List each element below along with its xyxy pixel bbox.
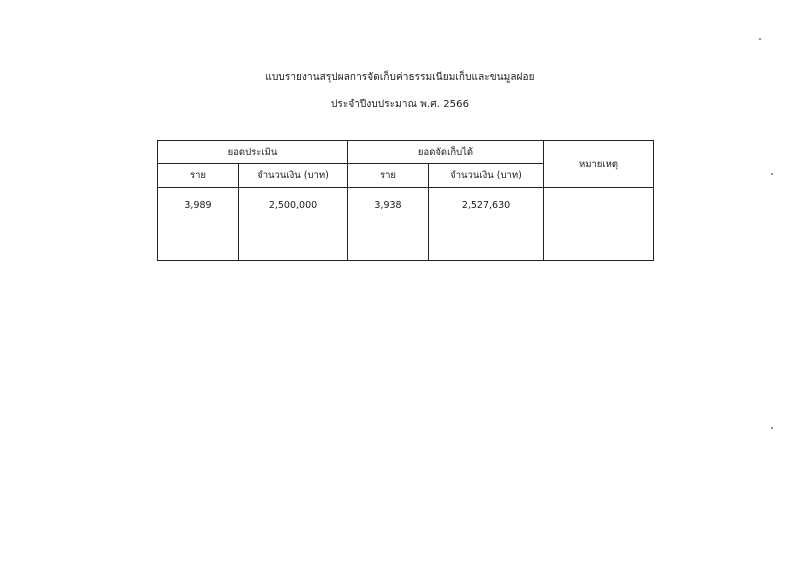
remarks-cell [544,188,654,261]
scan-speck [771,173,773,175]
collected-count-cell: 3,938 [348,188,429,261]
assessed-header: ยอดประเมิน [158,141,348,164]
collected-amount-cell: 2,527,630 [429,188,544,261]
collected-header: ยอดจัดเก็บได้ [348,141,544,164]
assessed-amount-header: จำนวนเงิน (บาท) [239,164,348,188]
document-subtitle: ประจำปีงบประมาณ พ.ศ. 2566 [330,99,470,110]
assessed-amount-cell: 2,500,000 [239,188,348,261]
table-header-row [158,141,654,164]
assessed-count-cell: 3,989 [158,188,239,261]
document-title: แบบรายงานสรุปผลการจัดเก็บค่าธรรมเนียมเก็บและขนมูลฝอย [265,72,535,83]
collected-amount-header: จำนวนเงิน (บาท) [429,164,544,188]
table-row [158,188,654,261]
scan-speck [771,427,773,429]
collected-count-header: ราย [348,164,429,188]
scan-speck [759,38,761,40]
assessed-count-header: ราย [158,164,239,188]
remarks-header: หมายเหตุ [544,141,654,188]
summary-table [157,140,654,261]
